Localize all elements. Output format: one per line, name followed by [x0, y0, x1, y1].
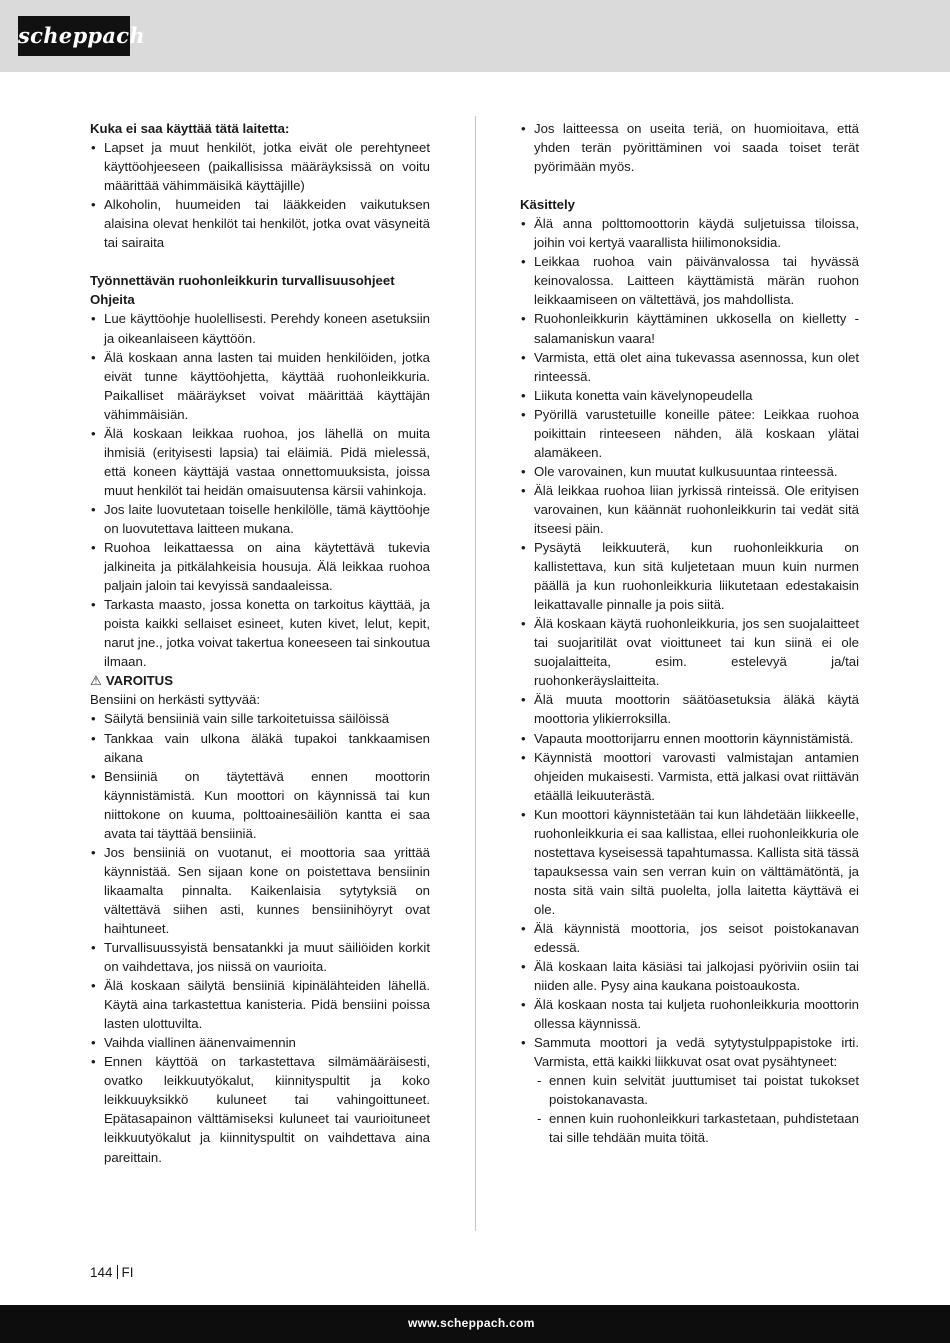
list-item: • Vapauta moottorijarru ennen moottorin käynnistämistä.	[520, 729, 859, 748]
list-item: • Älä koskaan käytä ruohonleikkuria, jos sen suojalaitteet tai suojaritilät ovat vioittuneet tai kun siinä ei ole suojalaitteita, esim. estelevyä ja/tai ruohonkeräyslaitteita.	[520, 614, 859, 690]
warning-heading: VAROITUS	[105, 673, 173, 689]
left-column	[90, 119, 430, 1167]
list-item: • Älä koskaan nosta tai kuljeta ruohonleikkuria moottorin ollessa käynnissä.	[520, 995, 859, 1033]
warning-list	[90, 709, 430, 1166]
website-url: www.scheppach.com	[408, 1316, 535, 1330]
list-item: • Älä koskaan anna lasten tai muiden henkilöiden, jotka eivät tunne käyttöohjetta, käyttää ruohonleikkuria. Paikalliset määräykset voivat määrittää käyttäjän vähimmäisiän.	[90, 348, 430, 424]
language-code: FI	[121, 1265, 134, 1280]
list-item: • Turvallisuussyistä bensatankki ja muut säiliöiden korkit on vaihdettava, jos niissä on vaurioita.	[90, 938, 430, 976]
safety-heading: Työnnettävän ruohonleikkurin turvallisuusohjeet	[90, 273, 395, 289]
list-item: • Leikkaa ruohoa vain päivänvalossa tai hyvässä keinovalossa. Laitteen käyttämistä märän ruohon leikkaamiseen on vältettävä, jos mahdollista.	[520, 252, 859, 309]
list-item: • Varmista, että olet aina tukevassa asennossa, kun olet rinteessä.	[520, 348, 859, 386]
list-item: • Jos laitteessa on useita teriä, on huomioitava, että yhden terän pyörittäminen voi saada toiset terät pyörimään myös.	[520, 119, 859, 176]
handling-heading: Käsittely	[520, 197, 575, 213]
list-item: • Älä muuta moottorin säätöasetuksia äläkä käytä moottoria ylikierroksilla.	[520, 690, 859, 728]
list-item: • Jos bensiiniä on vuotanut, ei moottoria saa yrittää käynnistää. Sen sijaan kone on poistettava bensiinin likaamalta pinnalta. Kaikenlaisia sytytyksiä on vältettävä siihen asti, kunnes bensiinihöyryt ovat haihtuneet.	[90, 843, 430, 938]
page-number-row	[90, 1264, 134, 1282]
list-item: • Liikuta konetta vain kävelynopeudella	[520, 386, 859, 405]
page-number: 144	[90, 1265, 113, 1280]
list-item: • Bensiiniä on täytettävä ennen moottorin käynnistämistä. Kun moottori on käynnissä tai kun niittokone on kuuma, polttoainesäiliön kantta ei saa avata tai täyttää bensiiniä.	[90, 767, 430, 843]
list-item: • Pyörillä varustetuille koneille pätee: Leikkaa ruohoa poikittain rinteeseen nähden, älä koskaan ylätai alamäkeen.	[520, 405, 859, 462]
who-list	[90, 138, 430, 252]
sub-list-item: - ennen kuin selvität juuttumiset tai poistat tukokset poistokanavasta.	[520, 1071, 859, 1109]
list-item: • Alkoholin, huumeiden tai lääkkeiden vaikutuksen alaisina olevat henkilöt tai henkilöt, jotka ovat väsyneitä tai sairaita	[90, 195, 430, 252]
warning-intro: Bensiini on herkästi syttyvää:	[90, 692, 261, 708]
list-item: • Ennen käyttöä on tarkastettava silmämääräisesti, ovatko leikkuutyökalut, kiinnityspultit ja koko leikkuuyksikkö kuluneet tai vahingoittuneet. Epätasapainon välttämiseksi kuluneet tai vaurioituneet leikkuutyökalut ja kiinnityspultit on vaihdettava aina pareittain.	[90, 1052, 430, 1166]
list-item: • Sammuta moottori ja vedä sytytystulppapistoke irti. Varmista, että kaikki liikkuvat osat ovat pysähtyneet:	[520, 1033, 859, 1071]
right-column	[520, 119, 859, 1148]
list-item: • Ruohonleikkurin käyttäminen ukkosella on kielletty - salamaniskun vaara!	[520, 309, 859, 347]
stop-sublist	[520, 1071, 859, 1147]
scheppach-logo: scheppach	[18, 16, 130, 56]
list-item: • Tarkasta maasto, jossa konetta on tarkoitus käyttää, ja poista kaikki sellaiset esineet, kuten kivet, lelut, kepit, narut jne., jotka voivat takertua koneeseen tai sinkoutua ilmaan.	[90, 595, 430, 671]
list-item: • Jos laite luovutetaan toiselle henkilölle, tämä käyttöohje on luovutettava laitteen mukana.	[90, 500, 430, 538]
list-item: • Pysäytä leikkuuterä, kun ruohonleikkuria on kallistettava, kun sitä kuljetetaan muun kuin nurmen päällä ja kun ruohonleikkuria liikutetaan edestakaisin leikattavalle pinnalle ja pois siitä.	[520, 538, 859, 614]
sub-list-item: - ennen kuin ruohonleikkuri tarkastetaan, puhdistetaan tai sille tehdään muita töitä.	[520, 1109, 859, 1147]
list-item: • Lapset ja muut henkilöt, jotka eivät ole perehtyneet käyttöohjeeseen (paikallisissa määräyksissä on voitu määrittää vähimmäisikä käyttäjille)	[90, 138, 430, 195]
page-number-separator	[117, 1265, 118, 1279]
list-item: • Ole varovainen, kun muutat kulkusuuntaa rinteessä.	[520, 462, 859, 481]
list-item: • Tankkaa vain ulkona äläkä tupakoi tankkaamisen aikana	[90, 729, 430, 767]
column-divider	[475, 116, 476, 1231]
intro-list	[520, 119, 859, 176]
list-item: • Älä anna polttomoottorin käydä suljetuissa tiloissa, joihin voi kertyä vaarallista hiilimonoksidia.	[520, 214, 859, 252]
who-heading: Kuka ei saa käyttää tätä laitetta:	[90, 121, 290, 136]
list-item: • Säilytä bensiiniä vain sille tarkoitetuissa säilöissä	[90, 709, 430, 728]
list-item: • Kun moottori käynnistetään tai kun lähdetään liikkeelle, ruohonleikkuria ei saa kallistaa, ellei ruohonleikkuria ole nostettava kyseisessä tapahtumassa. Kallista sitä tässä tapauksessa vain sen verran kuin on välttämätöntä, ja nosta sitä vain siltä puolelta, jolla laitetta käyttävä ei ole.	[520, 805, 859, 919]
warning-heading-row	[90, 671, 430, 690]
warning-triangle-icon: ⚠	[90, 673, 102, 689]
list-item: • Älä koskaan säilytä bensiiniä kipinälähteiden lähellä. Käytä aina tarkastettua kanisteria. Pidä bensiini poissa lasten ulottuvilta.	[90, 976, 430, 1033]
list-item: • Ruohoa leikattaessa on aina käytettävä tukevia jalkineita ja pitkälahkeisia housuja. Älä leikkaa ruohoa paljain jaloin tai kevyissä sandaaleissa.	[90, 538, 430, 595]
safety-list	[90, 309, 430, 671]
list-item: • Lue käyttöohje huolellisesti. Perehdy koneen asetuksiin ja oikeanlaiseen käyttöön.	[90, 309, 430, 347]
handling-list	[520, 214, 859, 1071]
list-item: • Älä käynnistä moottoria, jos seisot poistokanavan edessä.	[520, 919, 859, 957]
safety-subheading: Ohjeita	[90, 292, 135, 308]
list-item: • Vaihda viallinen äänenvaimennin	[90, 1033, 430, 1052]
list-item: • Käynnistä moottori varovasti valmistajan antamien ohjeiden mukaisesti. Varmista, että jalkasi ovat riittävän etäällä leikuuterästä.	[520, 748, 859, 805]
header-band	[0, 0, 950, 72]
list-item: • Älä leikkaa ruohoa liian jyrkissä rinteissä. Ole erityisen varovainen, kun käännät ruohonleikkurin tai vedät sitä itseesi päin.	[520, 481, 859, 538]
list-item: • Älä koskaan laita käsiäsi tai jalkojasi pyöriviin osiin tai niiden alle. Pysy aina kaukana poistoaukosta.	[520, 957, 859, 995]
list-item: • Älä koskaan leikkaa ruohoa, jos lähellä on muita ihmisiä (erityisesti lapsia) tai eläimiä. Pidä mielessä, että koneen käyttäjä vastaa onnettomuuksista, joissa muut henkilöt tai heidän omaisuutensa kärsii vahinkoja.	[90, 424, 430, 500]
